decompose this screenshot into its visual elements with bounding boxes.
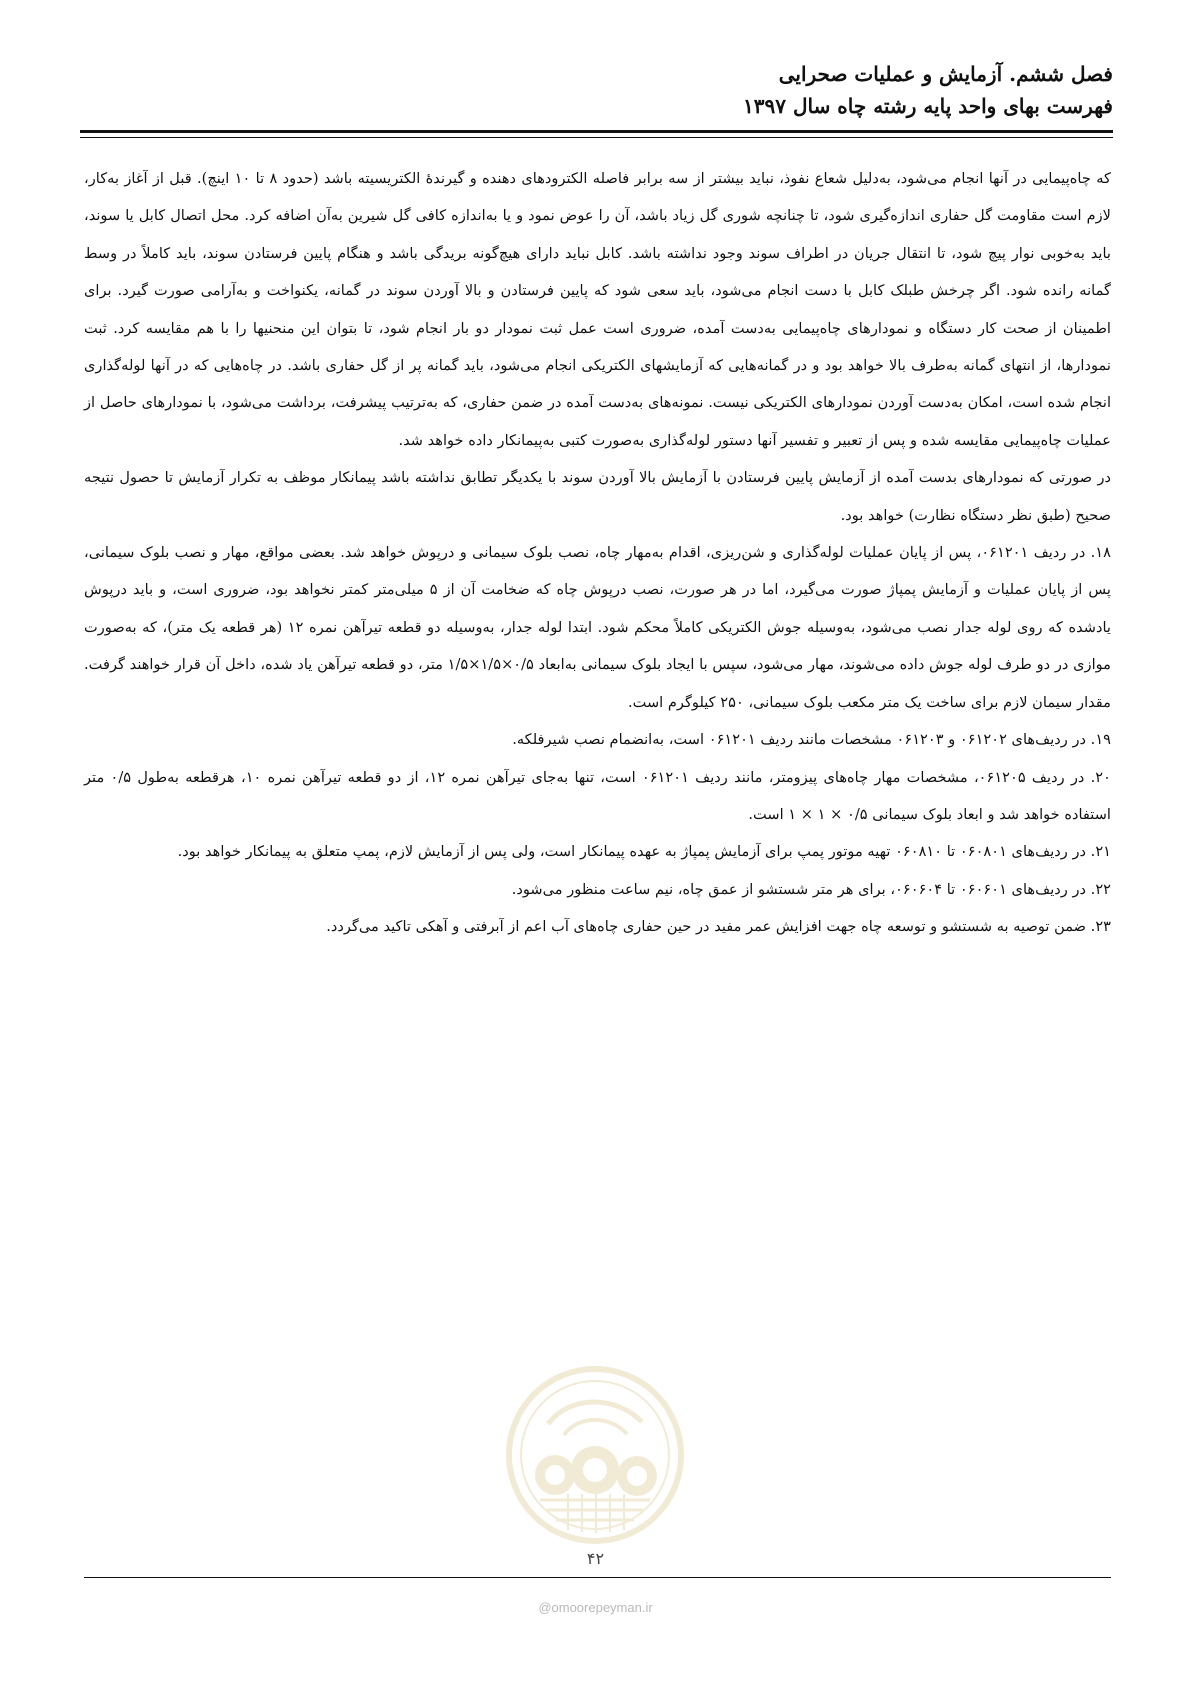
- page-header: [80, 58, 1113, 136]
- item-19: ۱۹. در ردیف‌های ۰۶۱۲۰۲ و ۰۶۱۲۰۳ مشخصات مانند ردیف ۰۶۱۲۰۱ است، به‌انضمام نصب شیرفلکه.: [512, 731, 1111, 749]
- item-21: ۲۱. در ردیف‌های ۰۶۰۸۰۱ تا ۰۶۰۸۱۰ تهیه موتور پمپ برای آزمایش پمپاژ به عهده پیمانکار است، ولی پس از آزمایش لازم، پمپ متعلق به پیمانکار خواهد بود.: [177, 843, 1111, 861]
- website-footer: @omoorepeyman.ir: [538, 1600, 653, 1615]
- header-rule-thick: [80, 130, 1113, 133]
- paragraph-repeat-test: در صورتی که نمودارهای بدست آمده از آزمایش پایین فرستادن با آزمایش بالا آوردن سوند با یکدیگر تطابق نداشته باشد پیمانکار موظف به تکرار آزمایش تا حصول نتیجه صحیح (طبق نظر دستگاه نظارت) خواهد بود.: [84, 469, 1111, 524]
- item-18: ۱۸. در ردیف ۰۶۱۲۰۱، پس از پایان عملیات لوله‌گذاری و شن‌ریزی، اقدام به‌مهار چاه، نصب بلوک سیمانی و درپوش خواهد شد. بعضی مواقع، مهار و نصب بلوک سیمانی، پس از پایان عملیات و آزمایش پمپاژ صورت می‌گیرد، اما در هر صورت، نصب درپوش چاه که ضخامت آن از ۵ میلی‌متر کمتر نخواهد بود، ضروری است، و باید درپوش یادشده که روی لوله جدار نصب می‌شود، به‌وسیله جوش الکتریکی کاملاً محکم شود. ابتدا لوله جدار، به‌وسیله دو قطعه تیرآهن نمره ۱۲ (هر قطعه یک متر)، که به‌صورت موازی در دو طرف لوله جوش داده می‌شوند، مهار می‌شود، سپس با ایجاد بلوک سیمانی به‌ابعاد ۰/۵×۱/۵×۱/۵ متر، دو قطعه تیرآهن یاد شده، داخل آن قرار خواهند گرفت. مقدار سیمان لازم برای ساخت یک متر مکعب بلوک سیمانی، ۲۵۰ کیلوگرم است.: [84, 544, 1111, 711]
- item-20: ۲۰. در ردیف ۰۶۱۲۰۵، مشخصات مهار چاه‌های پیزومتر، مانند ردیف ۰۶۱۲۰۱ است، تنها به‌جای تیرآهن نمره ۱۲، از دو قطعه تیرآهن نمره ۱۰، هرقطعه به‌طول ۰/۵ متر استفاده خواهد شد و ابعاد بلوک سیمانی ۰/۵ × ۱ × ۱ است.: [84, 768, 1111, 823]
- catalog-title: فهرست بهای واحد پایه رشته چاه سال ۱۳۹۷: [743, 94, 1113, 118]
- chapter-title: فصل ششم. آزمایش و عملیات صحرایی: [778, 62, 1113, 86]
- publisher-seal-watermark: [500, 1360, 690, 1550]
- paragraph-logging-procedure: که چاه‌پیمایی در آنها انجام می‌شود، به‌دلیل شعاع نفوذ، نباید بیشتر از سه برابر فاصله الکترودهای دهنده و گیرندهٔ الکتریسیته باشد (حدود ۸ تا ۱۰ اینچ). قبل از آغاز به‌کار، لازم است مقاومت گل حفاری اندازه‌گیری شود، تا چنانچه شوری گل زیاد باشد، آن را عوض نمود و یا به‌اندازه کافی گل شیرین به‌آن اضافه کرد. محل اتصال کابل یا سوند، باید به‌خوبی نوار پیچ شود، تا انتقال جریان در اطراف سوند وجود نداشته باشد. کابل نباید دارای هیچ‌گونه بریدگی باشد و هنگام پایین فرستادن سوند، باید کاملاً در وسط گمانه رانده شود. اگر چرخش طبلک کابل با دست انجام می‌شود، باید سعی شود که پایین فرستادن و بالا آوردن سوند در گمانه، یکنواخت و به‌آرامی صورت گیرد. برای اطمینان از صحت کار دستگاه و نمودارهای چاه‌پیمایی به‌دست آمده، ضروری است عمل ثبت نمودار دو بار انجام شود، تا بتوان این منحنیها را با هم مقایسه کرد. ثبت نمودارها، از انتهای گمانه به‌طرف بالا خواهد بود و در گمانه‌هایی که آزمایشهای الکتریکی انجام می‌شود، باید گمانه پر از گل حفاری باشد. در چاه‌هایی که در آنها لوله‌گذاری انجام شده است، امکان به‌دست آوردن نمودارهای الکتریکی نیست. نمونه‌های به‌دست آمده در ضمن حفاری، که به‌ترتیب پیشرفت، برداشت می‌شود، با نمودارهای حاصل از عملیات چاه‌پیمایی مقایسه شده و پس از تعبیر و تفسیر آنها دستور لوله‌گذاری به‌صورت کتبی به‌پیمانکار داده خواهد شد.: [84, 170, 1111, 449]
- body-text: [84, 160, 1111, 946]
- footer-rule: [84, 1577, 1111, 1578]
- item-23: ۲۳. ضمن توصیه به شستشو و توسعه چاه جهت افزایش عمر مفید در حین حفاری چاه‌های آب اعم از آبرفتی و آهکی تاکید می‌گردد.: [326, 918, 1111, 936]
- page-number: ۴۲: [586, 1549, 605, 1568]
- item-22: ۲۲. در ردیف‌های ۰۶۰۶۰۱ تا ۰۶۰۶۰۴، برای هر متر شستشو از عمق چاه، نیم ساعت منظور می‌شود.: [511, 880, 1111, 898]
- header-rule-thin: [80, 137, 1113, 138]
